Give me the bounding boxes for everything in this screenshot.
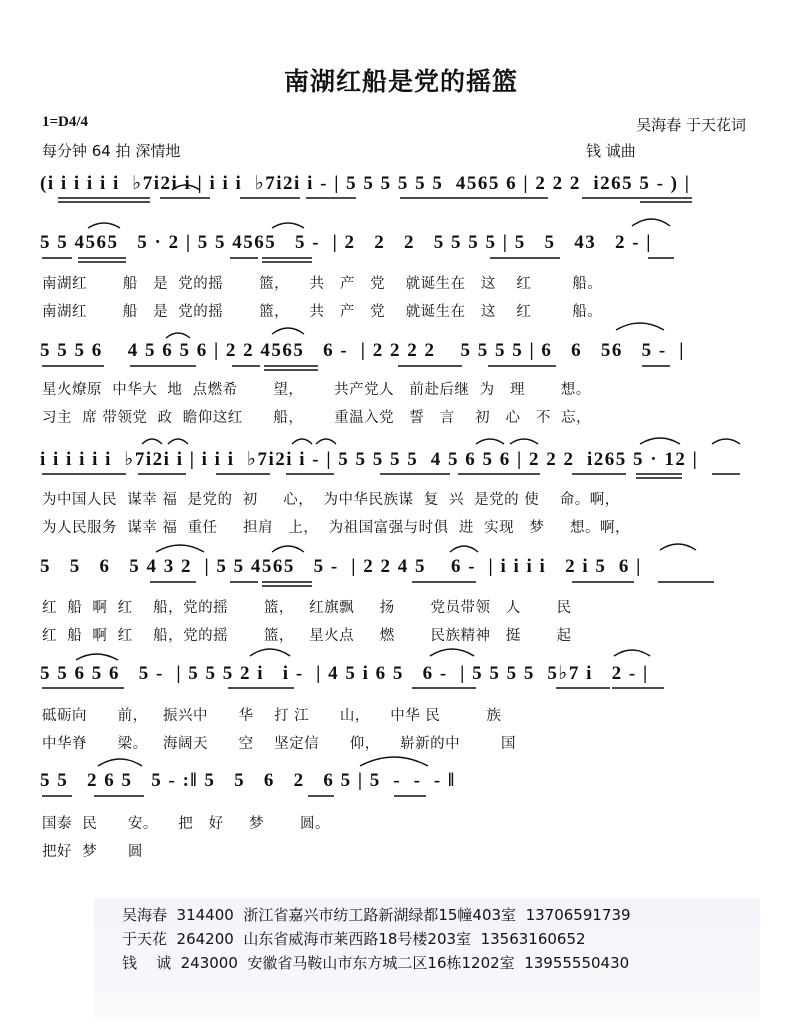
notation-line-5: 5 5 6 5 4 3 2 | 5 5 4565 5 - | 2 2 4 5 6 - | i i i i 2 i 5 6 |	[40, 556, 642, 577]
composer-credit: 钱 诚曲	[586, 142, 636, 160]
lyric-line-2b: 南湖红 船 是 党的摇 篮， 共 产 党 就诞生在 这 红 船。	[42, 304, 603, 320]
lyric-line-7b: 把好 梦 圆	[42, 844, 143, 860]
lyric-line-7a: 国泰 民 安。 把 好 梦 圆。	[42, 816, 330, 832]
lyric-line-6b: 中华脊 梁。 海阔天 空 坚定信 仰， 崭新的中 国	[42, 736, 517, 752]
notation-line-4: i i i i i i ♭7i2i i | i i i ♭7i2i i - | 5 5 5 5 5 4 5 6 5 6 | 2 2 2 i265 5 · 12 |	[40, 449, 699, 470]
notation-line-6: 5 5 6 5 6 5 - | 5 5 5 2 i i - | 4 5 i 6 5 6 - | 5 5 5 5 5♭7 i 2 - |	[40, 663, 649, 684]
lyric-line-4b: 为人民服务 谋幸 福 重任 担肩 上， 为祖国富强与时俱 进 实现 梦 想。啊，	[42, 520, 630, 536]
lyricist-credit: 吴海春 于天花词	[636, 116, 746, 134]
key-meter: 1=D4/4	[42, 114, 89, 130]
lyric-line-6a: 砥砺向 前， 振兴中 华 打 江 山， 中华 民 族	[42, 708, 502, 724]
lyric-line-4a: 为中国人民 谋幸 福 是党的 初 心， 为中华民族谋 复 兴 是党的 使 命。啊，	[42, 492, 620, 508]
lyric-line-5b: 红 船 啊 红 船，党的摇 篮， 星火点 燃 民族精神 挺 起	[42, 628, 572, 644]
lyric-line-3a: 星火燎原 中华大 地 点燃希 望， 共产党人 前赴后继 为 理 想。	[42, 382, 591, 398]
contact-line-1: 吴海春 314400 浙江省嘉兴市纺工路新湖绿都15幢403室 13706591739	[122, 906, 631, 924]
notation-line-2: 5 5 4565 5 · 2 | 5 5 4565 5 - | 2 2 2 5 5 5 5 | 5 5 43 2 - |	[40, 232, 652, 253]
contact-line-2: 于天花 264200 山东省威海市莱西路18号楼203室 13563160652	[122, 930, 586, 948]
song-title: 南湖红船是党的摇篮	[283, 67, 518, 96]
lyric-line-5a: 红 船 啊 红 船，党的摇 篮， 红旗飘 扬 党员带领 人 民	[42, 600, 572, 616]
notation-line-3: 5 5 5 6 4 5 6 5 6 | 2 2 4565 6 - | 2 2 2 2 5 5 5 5 | 6 6 56 5 - |	[40, 340, 685, 361]
lyric-line-3b: 习主 席 带领党 政 瞻仰这红 船， 重温入党 誓 言 初 心 不 忘，	[42, 410, 592, 426]
contact-line-3: 钱 诚 243000 安徽省马鞍山市东方城二区16栋1202室 13955550430	[122, 954, 630, 972]
notation-line-7: 5 5 2 6 5 5 - :‖ 5 5 6 2 6 5 | 5 - - - ‖	[40, 770, 456, 791]
contact-block	[94, 898, 760, 1020]
lyric-line-2a: 南湖红 船 是 党的摇 篮， 共 产 党 就诞生在 这 红 船。	[42, 276, 603, 292]
notation-line-1: (i i i i i i ♭7i2i i | i i i ♭7i2i i - | 5 5 5 5 5 5 4565 6 | 2 2 2 i265 5 - ) |	[40, 173, 691, 194]
tempo-marking: 每分钟 64 拍 深情地	[42, 142, 181, 160]
